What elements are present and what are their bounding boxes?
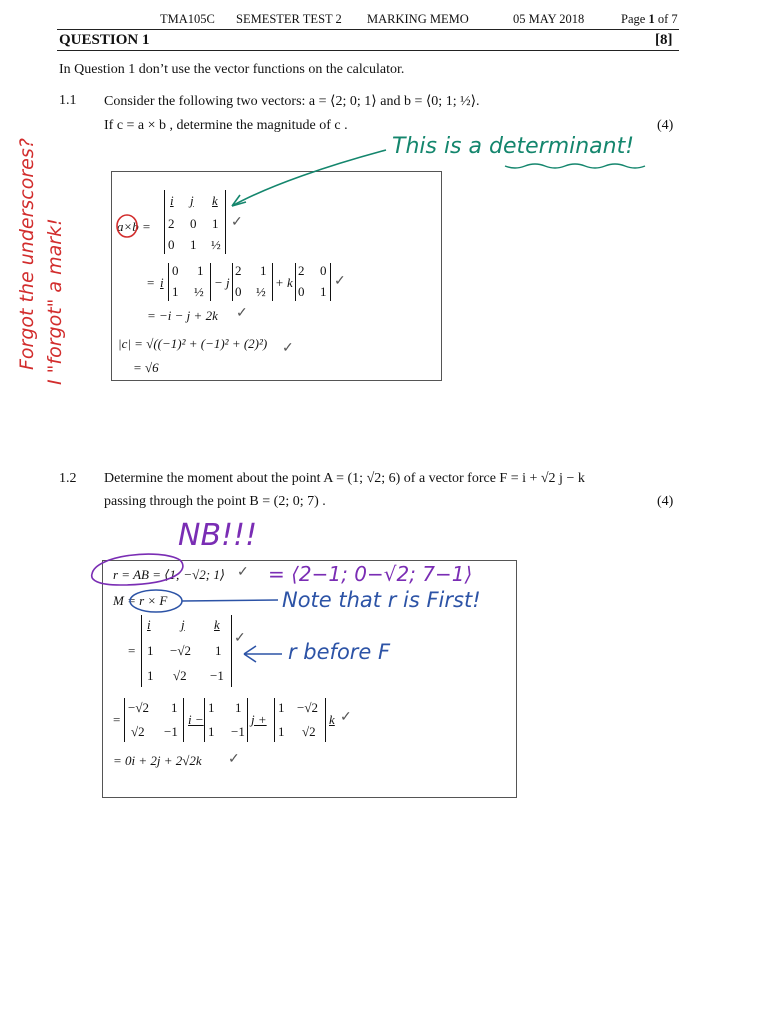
squiggle-underline (505, 164, 645, 168)
q1-1-line1: Consider the following two vectors: a = ⟨2; 0; 1⟩ and b = ⟨0; 1; ½⟩. (104, 94, 480, 109)
m2-i-b: 1 (171, 700, 178, 715)
minor-j-d: ½ (256, 284, 266, 299)
det-r2-c2: 0 (190, 216, 197, 231)
q1-1-lhs: a×b = (117, 219, 151, 234)
q1-2-r-line: r = AB = ⟨1; −√2; 1⟩ (113, 567, 225, 582)
q1-1-magnitude: |c| = √((−1)² + (−1)² + (2)²) (118, 336, 268, 351)
m2-j-c: 1 (208, 724, 215, 739)
header-course: TMA105C (160, 12, 215, 26)
minor-k-c: 0 (298, 284, 305, 299)
m2-i-d: −1 (164, 724, 178, 739)
minor-k-a: 2 (298, 263, 305, 278)
minor-j-b: 1 (260, 263, 267, 278)
q1-2-expand-eq: = (113, 712, 121, 727)
minor-i-a: 0 (172, 263, 179, 278)
m2-k-b: −√2 (297, 700, 318, 715)
q1-1-answer: = √6 (133, 360, 159, 375)
m2-j-b: 1 (235, 700, 242, 715)
det-r2-c1: 2 (168, 216, 175, 231)
m2-k-c: 1 (278, 724, 285, 739)
note-r-before-f: r before F (288, 640, 391, 664)
m2-j-d: −1 (231, 724, 245, 739)
q1-2-line1: Determine the moment about the point A = (1; √2; 6) of a vector force F = i + √2 j − k (104, 471, 585, 486)
tick-icon: ✓ (228, 752, 240, 767)
minor-i-d: ½ (194, 284, 204, 299)
tick-icon: ✓ (334, 274, 346, 289)
minor-k-d: 1 (320, 284, 327, 299)
q1-1-line2: If c = a × b , determine the magnitude of c . (104, 118, 348, 133)
header-test: SEMESTER TEST 2 (236, 12, 342, 26)
q1-2-line2: passing through the point B = (2; 0; 7) . (104, 494, 326, 509)
expand-i: i (160, 275, 164, 290)
blue-connector (182, 600, 278, 601)
m2-k-a: 1 (278, 700, 285, 715)
tick-icon: ✓ (231, 215, 243, 230)
minor-i-c: 1 (172, 284, 179, 299)
expand-plus-k: + k (275, 275, 293, 290)
q1-1-number: 1.1 (59, 93, 77, 108)
note-nb: NB!!! (178, 518, 258, 553)
m2-term-j: j + (251, 712, 267, 727)
page-prefix: Page (621, 12, 649, 26)
det-r3-c2: 1 (190, 237, 197, 252)
m2-i-c: √2 (131, 724, 145, 739)
page-number: 1 (648, 12, 655, 26)
blue-circle (130, 590, 182, 612)
header-memo: MARKING MEMO (367, 12, 469, 26)
det2-r2-c3: 1 (215, 643, 222, 658)
minor-j-c: 0 (235, 284, 242, 299)
expand-eq: = (147, 275, 155, 290)
note-r-expansion: = ⟨2−1; 0−√2; 7−1⟩ (268, 562, 473, 586)
det-r1-c1: i (170, 193, 174, 208)
det2-r3-c2: √2 (173, 668, 187, 683)
side-note-forgot-mark: I "forgot" a mark! (44, 218, 66, 385)
minor-k-b: 0 (320, 263, 327, 278)
det2-r3-c3: −1 (210, 668, 224, 683)
q1-1-marks: (4) (657, 118, 674, 133)
purple-loop (92, 554, 183, 585)
m2-j-a: 1 (208, 700, 215, 715)
side-note-underscores: Forgot the underscores? (16, 138, 38, 370)
note-determinant: This is a determinant! (392, 134, 635, 159)
m2-term-i: i − (188, 712, 204, 727)
page-suffix: of 7 (654, 12, 678, 26)
q1-2-number: 1.2 (59, 471, 77, 486)
q1-2-marks: (4) (657, 494, 674, 509)
det2-r1-c3: k (214, 617, 220, 632)
arrow-left-icon (244, 646, 282, 662)
det2-r1-c2: j (181, 617, 185, 632)
tick-icon: ✓ (237, 565, 249, 580)
arrow-line (232, 150, 386, 206)
tick-icon: ✓ (340, 710, 352, 725)
det-r1-c3: k (212, 193, 218, 208)
expand-minus-j: − j (214, 275, 230, 290)
det-r3-c1: 0 (168, 237, 175, 252)
note-r-first: Note that r is First! (282, 588, 481, 612)
circle-a-mark (117, 215, 137, 237)
m2-i-a: −√2 (128, 700, 149, 715)
m2-k-d: √2 (302, 724, 316, 739)
det2-r2-c2: −√2 (170, 643, 191, 658)
q1-2-result: = 0i + 2j + 2√2k (113, 753, 202, 768)
det-r1-c2: j (190, 193, 194, 208)
minor-j-a: 2 (235, 263, 242, 278)
question-instruction: In Question 1 don’t use the vector functions on the calculator. (59, 62, 405, 77)
minor-i-b: 1 (197, 263, 204, 278)
det2-r1-c1: i (147, 617, 151, 632)
det2-r3-c1: 1 (147, 668, 154, 683)
det2-r2-c1: 1 (147, 643, 154, 658)
question-title: QUESTION 1 (59, 32, 150, 48)
tick-icon: ✓ (234, 631, 246, 646)
header-date: 05 MAY 2018 (513, 12, 585, 26)
tick-icon: ✓ (282, 341, 294, 356)
q1-2-m-line: M = r × F (113, 593, 168, 608)
det-r3-c3: ½ (211, 237, 221, 252)
det-r2-c3: 1 (212, 216, 219, 231)
tick-icon: ✓ (236, 306, 248, 321)
q1-1-result: = −i − j + 2k (147, 308, 218, 323)
question-total: [8] (655, 32, 673, 48)
q1-2-det-eq: = (128, 643, 136, 658)
m2-term-k: k (329, 712, 335, 727)
